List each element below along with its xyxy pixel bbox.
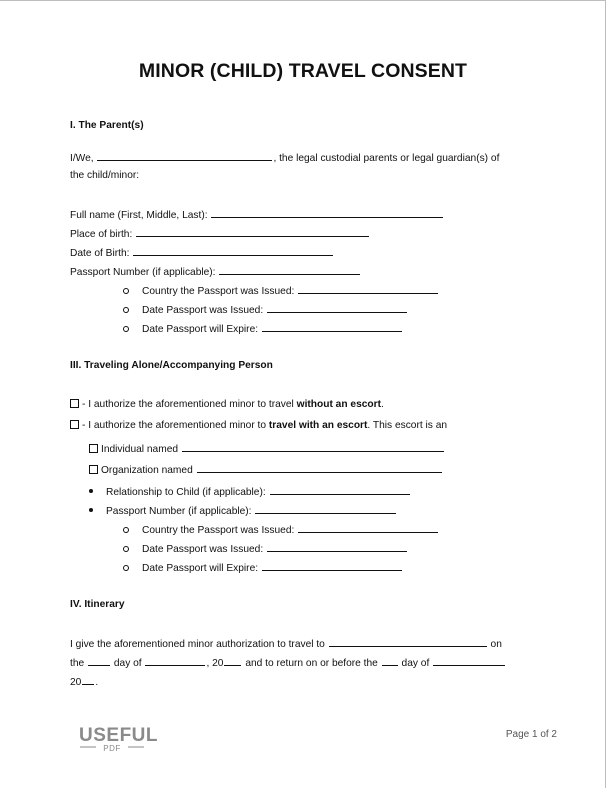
escort-passport-expire-field[interactable] xyxy=(262,561,402,571)
page-number: Page 1 of 2 xyxy=(505,729,557,740)
escort-passport-row xyxy=(106,504,397,518)
option-2-bold: travel with an escort xyxy=(268,420,368,431)
relationship-label: Relationship to Child (if applicable): xyxy=(106,487,266,498)
depart-month-field[interactable] xyxy=(145,656,205,666)
full-name-row xyxy=(70,208,444,222)
escort-passport-issued-row xyxy=(142,542,408,556)
return-day-field[interactable] xyxy=(382,656,398,666)
option-1-bold: without an escort xyxy=(296,399,381,410)
individual-row xyxy=(89,442,445,456)
escort-passport-expire-row xyxy=(142,561,403,575)
parent-intro-line xyxy=(70,151,499,165)
logo-subtext: PDF xyxy=(103,744,121,753)
organization-checkbox[interactable] xyxy=(89,465,98,474)
return-year-field[interactable] xyxy=(82,675,94,685)
logo-text: USEFUL xyxy=(79,725,158,746)
destination-field[interactable] xyxy=(329,637,487,647)
itinerary-line-1 xyxy=(70,637,502,651)
passport-field[interactable] xyxy=(219,265,360,275)
section-1-heading: I. The Parent(s) xyxy=(70,120,144,131)
passport-expire-field[interactable] xyxy=(262,322,402,332)
circle-bullet-icon xyxy=(123,527,129,533)
passport-issued-label: Date Passport was Issued: xyxy=(142,305,264,316)
option-no-escort xyxy=(70,399,384,411)
circle-bullet-icon xyxy=(123,546,129,552)
relationship-field[interactable] xyxy=(270,485,410,495)
individual-field[interactable] xyxy=(182,442,444,452)
circle-bullet-icon xyxy=(123,288,129,294)
usefulpdf-logo xyxy=(78,722,158,758)
escort-passport-issued-label: Date Passport was Issued: xyxy=(142,544,264,555)
passport-row xyxy=(70,265,361,279)
option-2-text: - I authorize the aforementioned minor to xyxy=(82,420,267,431)
parent-name-field[interactable] xyxy=(97,151,272,161)
passport-country-row xyxy=(142,284,439,298)
organization-field[interactable] xyxy=(197,463,442,473)
logo-graphic xyxy=(78,722,158,758)
organization-row xyxy=(89,463,443,477)
bullet-dot-icon xyxy=(89,508,93,512)
passport-expire-row xyxy=(142,322,403,336)
with-escort-checkbox[interactable] xyxy=(70,420,79,429)
individual-label: Individual named xyxy=(101,444,179,455)
document-title: MINOR (CHILD) TRAVEL CONSENT xyxy=(138,60,468,82)
intro-prefix: I/We, xyxy=(70,153,94,164)
place-of-birth-field[interactable] xyxy=(136,227,369,237)
passport-label: Passport Number (if applicable): xyxy=(70,267,216,278)
section-4-heading: IV. Itinerary xyxy=(70,599,125,610)
depart-day-field[interactable] xyxy=(88,656,110,666)
passport-expire-label: Date Passport will Expire: xyxy=(142,324,259,335)
relationship-row xyxy=(106,485,411,499)
circle-bullet-icon xyxy=(123,326,129,332)
page-border-top xyxy=(0,0,606,1)
intro-line-2: the child/minor: xyxy=(70,170,140,181)
escort-passport-country-field[interactable] xyxy=(298,523,438,533)
itinerary-the: the xyxy=(70,658,85,669)
itinerary-return: and to return on or before the xyxy=(245,658,378,669)
itinerary-year-prefix-2: 20 xyxy=(70,677,82,688)
itinerary-year-prefix: , 20 xyxy=(206,658,224,669)
itinerary-line-1-text: I give the aforementioned minor authorization to travel to xyxy=(70,639,325,650)
individual-checkbox[interactable] xyxy=(89,444,98,453)
dob-field[interactable] xyxy=(133,246,333,256)
itinerary-line-3 xyxy=(70,675,98,689)
itinerary-day-of: day of xyxy=(113,658,142,669)
depart-year-field[interactable] xyxy=(224,656,241,666)
dob-row xyxy=(70,246,334,260)
option-1-text: - I authorize the aforementioned minor to travel xyxy=(82,399,294,410)
place-of-birth-label: Place of birth: xyxy=(70,229,133,240)
escort-passport-field[interactable] xyxy=(255,504,396,514)
full-name-field[interactable] xyxy=(211,208,443,218)
return-month-field[interactable] xyxy=(433,656,505,666)
escort-passport-label: Passport Number (if applicable): xyxy=(106,506,252,517)
escort-passport-issued-field[interactable] xyxy=(267,542,407,552)
passport-country-label: Country the Passport was Issued: xyxy=(142,286,295,297)
place-of-birth-row xyxy=(70,227,370,241)
no-escort-checkbox[interactable] xyxy=(70,399,79,408)
escort-passport-country-label: Country the Passport was Issued: xyxy=(142,525,295,536)
circle-bullet-icon xyxy=(123,565,129,571)
passport-issued-row xyxy=(142,303,408,317)
escort-passport-country-row xyxy=(142,523,439,537)
itinerary-on: on xyxy=(490,639,502,650)
section-3-heading: III. Traveling Alone/Accompanying Person xyxy=(70,360,273,371)
dob-label: Date of Birth: xyxy=(70,248,130,259)
organization-label: Organization named xyxy=(101,465,193,476)
option-1-suffix: . xyxy=(380,399,384,410)
circle-bullet-icon xyxy=(123,307,129,313)
passport-issued-field[interactable] xyxy=(267,303,407,313)
escort-passport-expire-label: Date Passport will Expire: xyxy=(142,563,259,574)
full-name-label: Full name (First, Middle, Last): xyxy=(70,210,208,221)
option-2-suffix: . This escort is an xyxy=(367,420,448,431)
passport-country-field[interactable] xyxy=(298,284,438,294)
itinerary-day-of-2: day of xyxy=(401,658,430,669)
intro-suffix: , the legal custodial parents or legal guardian(s) of xyxy=(273,153,500,164)
itinerary-line-2 xyxy=(70,656,506,670)
itinerary-period: . xyxy=(95,677,99,688)
bullet-dot-icon xyxy=(89,489,93,493)
option-with-escort xyxy=(70,420,447,432)
